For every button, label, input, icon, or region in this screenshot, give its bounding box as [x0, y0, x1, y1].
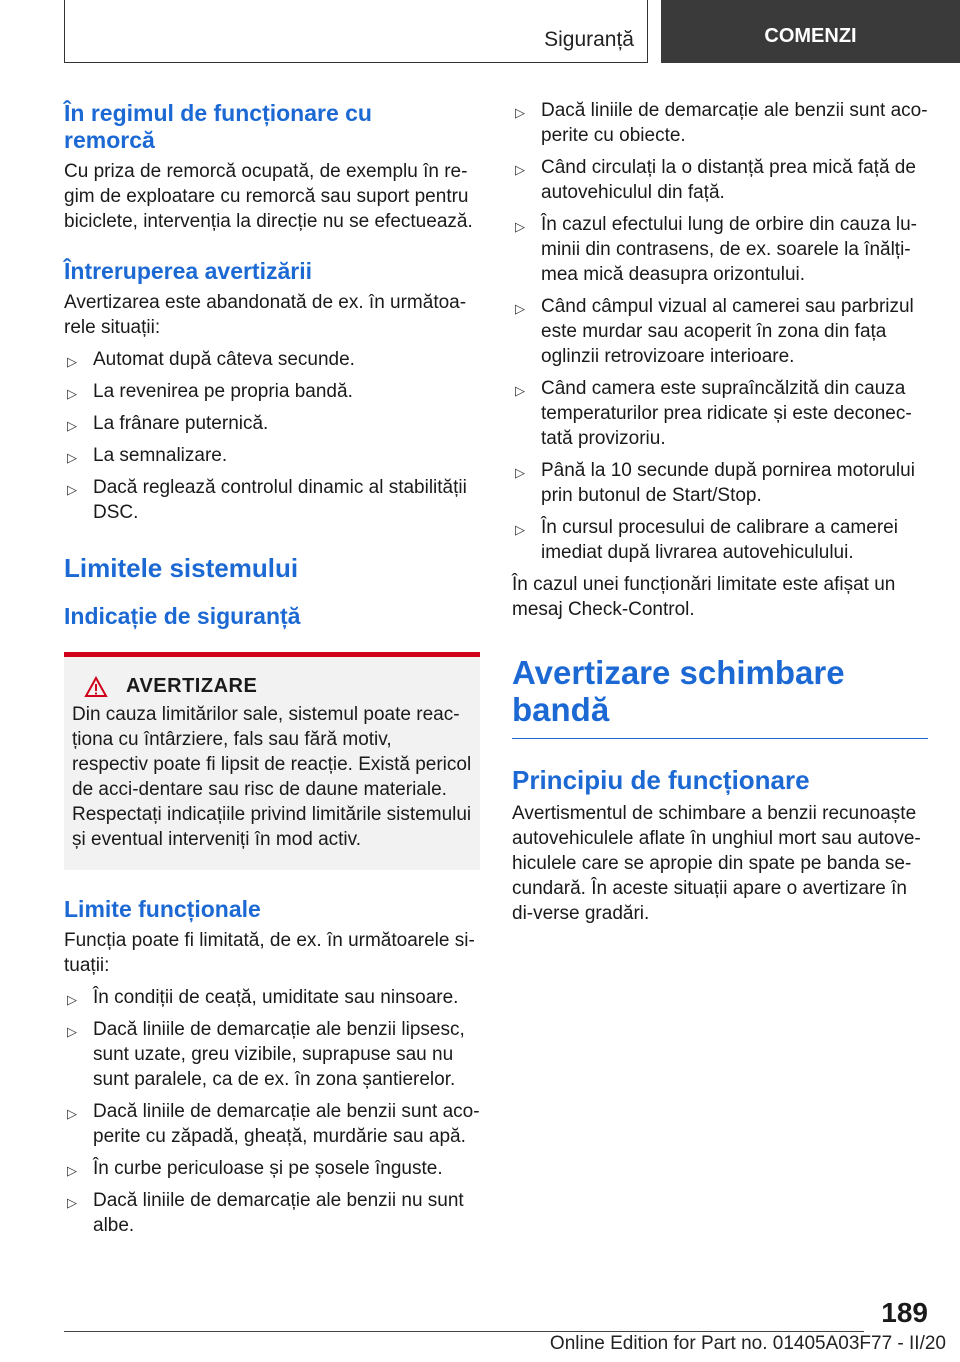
list-item: ▷ În condiții de ceață, umiditate sau ninsoare.: [64, 985, 480, 1010]
edition-text: Online Edition for Part no. 01405A03F77 - II/20: [549, 1333, 946, 1354]
list-item: ▷ Dacă reglează controlul dinamic al stabilității DSC.: [67, 477, 467, 523]
warning-box: [64, 652, 480, 870]
warning-text: Din cauza limitărilor sale, sistemul poate reac-ționa cu întârziere, fals sau fără motiv, respectiv poate fi lipsit de reacție. Există pericol de acci-dentare sau risc de daune materiale. Respectați indicațiile privind limitările sistemului și eventual interveniți în mod activ.: [72, 704, 472, 850]
triangle-bullet-icon: ▷: [515, 162, 525, 177]
page-number: 189: [881, 1297, 928, 1328]
heading-system-limits: Limitele sistemului: [64, 553, 299, 583]
list-item: ▷ Dacă liniile de demarcație ale benzii nu sunt albe.: [67, 1190, 464, 1236]
paragraph-trailer-mode: Cu priza de remorcă ocupată, de exemplu în re-gim de exploatare cu remorcă sau suport pentru biciclete, intervenția la direcție nu se efectuează.: [64, 161, 473, 232]
triangle-bullet-icon: ▷: [67, 482, 77, 497]
triangle-bullet-icon: ▷: [67, 1024, 77, 1039]
list-item: ▷ Când circulați la o distanță prea mică față de autovehiculul din față.: [515, 157, 916, 203]
list-functional-limits-continued: [512, 98, 928, 565]
paragraph-warning-interruption: Avertizarea este abandonată de ex. în următoa-rele situații:: [64, 292, 467, 338]
list-item: ▷ În curbe periculoase și pe șosele înguste.: [64, 1156, 480, 1181]
list-item: ▷ Când câmpul vizual al camerei sau parbrizul este murdar sau acoperit în zona din fața oglinzii retrovizoare interioare.: [515, 296, 914, 367]
list-item: ▷ Dacă liniile de demarcație ale benzii sunt aco-perite cu obiecte.: [515, 100, 928, 146]
list-item: ▷ Automat după câteva secunde.: [64, 347, 480, 372]
chapter-tab: COMENZI: [661, 0, 960, 63]
heading-trailer-mode: În regimul de funcționare cu remorcă: [64, 100, 372, 153]
paragraph-limited-function: În cazul unei funcționări limitate este afișat un mesaj Check-Control.: [512, 574, 896, 620]
list-item: ▷ Când camera este supraîncălzită din cauza temperaturilor prea ridicate și este deconec-tată provizoriu.: [515, 378, 912, 449]
triangle-bullet-icon: ▷: [67, 1163, 77, 1178]
list-item: ▷ La revenirea pe propria bandă.: [64, 379, 480, 404]
triangle-bullet-icon: ▷: [67, 418, 77, 433]
list-item: ▷ În cursul procesului de calibrare a camerei imediat după livrarea autovehiculului.: [515, 517, 898, 563]
list-item: ▷ Dacă liniile de demarcație ale benzii lipsesc, sunt uzate, greu vizibile, suprapuse sau nu sunt paralele, ca de ex. în zona șantierelor.: [67, 1019, 465, 1090]
triangle-bullet-icon: ▷: [515, 219, 525, 234]
list-functional-limits: [64, 985, 480, 1238]
triangle-bullet-icon: ▷: [67, 1195, 77, 1210]
page-header: [0, 0, 960, 66]
heading-lane-change-warning: Avertizare schimbare bandă: [512, 654, 845, 728]
list-item: ▷ La semnalizare.: [64, 443, 480, 468]
list-item: ▷ În cazul efectului lung de orbire din cauza lu-minii din contrasens, de ex. soarele la înălți-mea mică deasupra orizontului.: [515, 214, 918, 285]
heading-operating-principle: Principiu de funcționare: [512, 765, 810, 795]
warning-header: [84, 675, 472, 698]
paragraph-operating-principle: Avertismentul de schimbare a benzii recunoaște autovehiculele aflate în unghiul mort sau autove-hiculele care se apropie din spate pe banda se-cundară. În aceste situații apare o avertizare în di-verse gradări.: [512, 803, 921, 924]
triangle-bullet-icon: ▷: [67, 450, 77, 465]
heading-rule: [512, 738, 928, 739]
warning-title: AVERTIZARE: [126, 675, 258, 697]
right-column: [512, 98, 928, 926]
heading-safety-note: Indicație de siguranță: [64, 603, 301, 629]
left-column: [64, 100, 480, 1238]
warning-triangle-icon: [84, 676, 108, 698]
triangle-bullet-icon: ▷: [67, 992, 77, 1007]
list-interruption: [64, 347, 480, 525]
paragraph-functional-limits: Funcția poate fi limitată, de ex. în următoarele si-tuații:: [64, 930, 475, 976]
heading-warning-interruption: Întreruperea avertizării: [64, 258, 313, 284]
triangle-bullet-icon: ▷: [515, 105, 525, 120]
triangle-bullet-icon: ▷: [515, 522, 525, 537]
list-item: ▷ La frânare puternică.: [64, 411, 480, 436]
triangle-bullet-icon: ▷: [515, 301, 525, 316]
list-item: ▷ Dacă liniile de demarcație ale benzii sunt aco-perite cu zăpadă, gheață, murdărie sau apă.: [67, 1101, 480, 1147]
triangle-bullet-icon: ▷: [515, 383, 525, 398]
list-item: ▷ Până la 10 secunde după pornirea motorului prin butonul de Start/Stop.: [515, 460, 915, 506]
triangle-bullet-icon: ▷: [67, 354, 77, 369]
triangle-bullet-icon: ▷: [67, 1106, 77, 1121]
footer-rule: [64, 1331, 864, 1332]
triangle-bullet-icon: ▷: [67, 386, 77, 401]
section-title: Siguranță: [544, 28, 634, 51]
heading-functional-limits: Limite funcționale: [64, 896, 261, 922]
triangle-bullet-icon: ▷: [515, 465, 525, 480]
